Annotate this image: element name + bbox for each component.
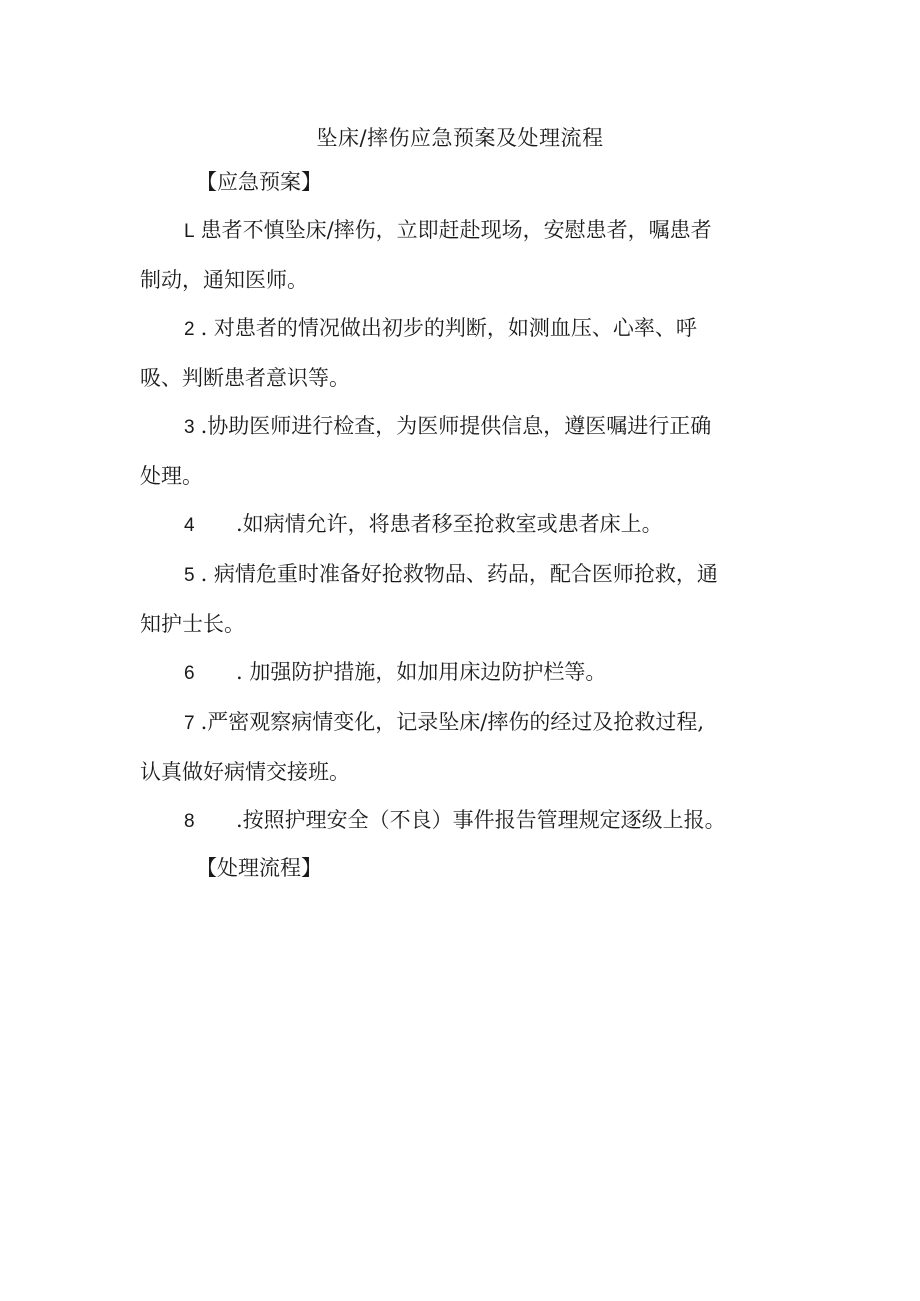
list-item-first-line [140, 698, 780, 748]
list-item-number: 6 [184, 663, 195, 684]
list-item [140, 206, 780, 304]
list-item-number: 7 [184, 713, 195, 734]
list-item-number: 5 [184, 565, 195, 586]
list-item [140, 648, 780, 698]
section-heading-flow: 【处理流程】 [196, 856, 322, 880]
list-item [140, 304, 780, 402]
list-item-first-line [140, 402, 780, 452]
list-item-first-line [140, 648, 780, 698]
list-item-text: .协助医师进行检查，为医师提供信息，遵医嘱进行正确 [200, 414, 712, 438]
list-item-continuation: 认真做好病情交接班。 [140, 760, 350, 784]
list-item-first-line [140, 500, 780, 550]
list-item [140, 796, 780, 846]
list-item [140, 550, 780, 648]
list-item-first-line [140, 550, 780, 600]
list-item-first-line [140, 206, 780, 256]
list-item [140, 500, 780, 550]
list-item-text: . 加强防护措施，如加用床边防护栏等。 [236, 660, 607, 684]
list-item [140, 698, 780, 796]
list-item-first-line [140, 304, 780, 354]
list-item-text: .按照护理安全（不良）事件报告管理规定逐级上报。 [236, 808, 726, 832]
list-item-number: 3 [184, 417, 195, 438]
list-item-text: . 对患者的情况做出初步的判断，如测血压、心率、呼 [200, 316, 697, 340]
list-item [140, 402, 780, 500]
list-item-continuation: 制动，通知医师。 [140, 268, 308, 292]
list-item-text: . 病情危重时准备好抢救物品、药品，配合医师抢救，通 [200, 562, 718, 586]
list-item-text: .如病情允许，将患者移至抢救室或患者床上。 [236, 512, 663, 536]
list-item-continuation: 知护士长。 [140, 612, 245, 636]
section-heading-plan: 【应急预案】 [196, 170, 322, 194]
list-item-text: 患者不慎坠床/摔伤，立即赶赴现场，安慰患者，嘱患者 [200, 218, 712, 242]
list-item-text: .严密观察病情变化，记录坠床/摔伤的经过及抢救过程, [200, 710, 705, 734]
list-item-number: L [184, 221, 195, 242]
list-item-first-line [140, 796, 780, 846]
list-item-number: 4 [184, 515, 195, 536]
list-item-number: 8 [184, 811, 195, 832]
list-item-number: 2 [184, 319, 195, 340]
list-item-continuation: 处理。 [140, 464, 203, 488]
document-title: 坠床/摔伤应急预案及处理流程 [316, 126, 604, 150]
list-item-continuation: 吸、判断患者意识等。 [140, 366, 350, 390]
